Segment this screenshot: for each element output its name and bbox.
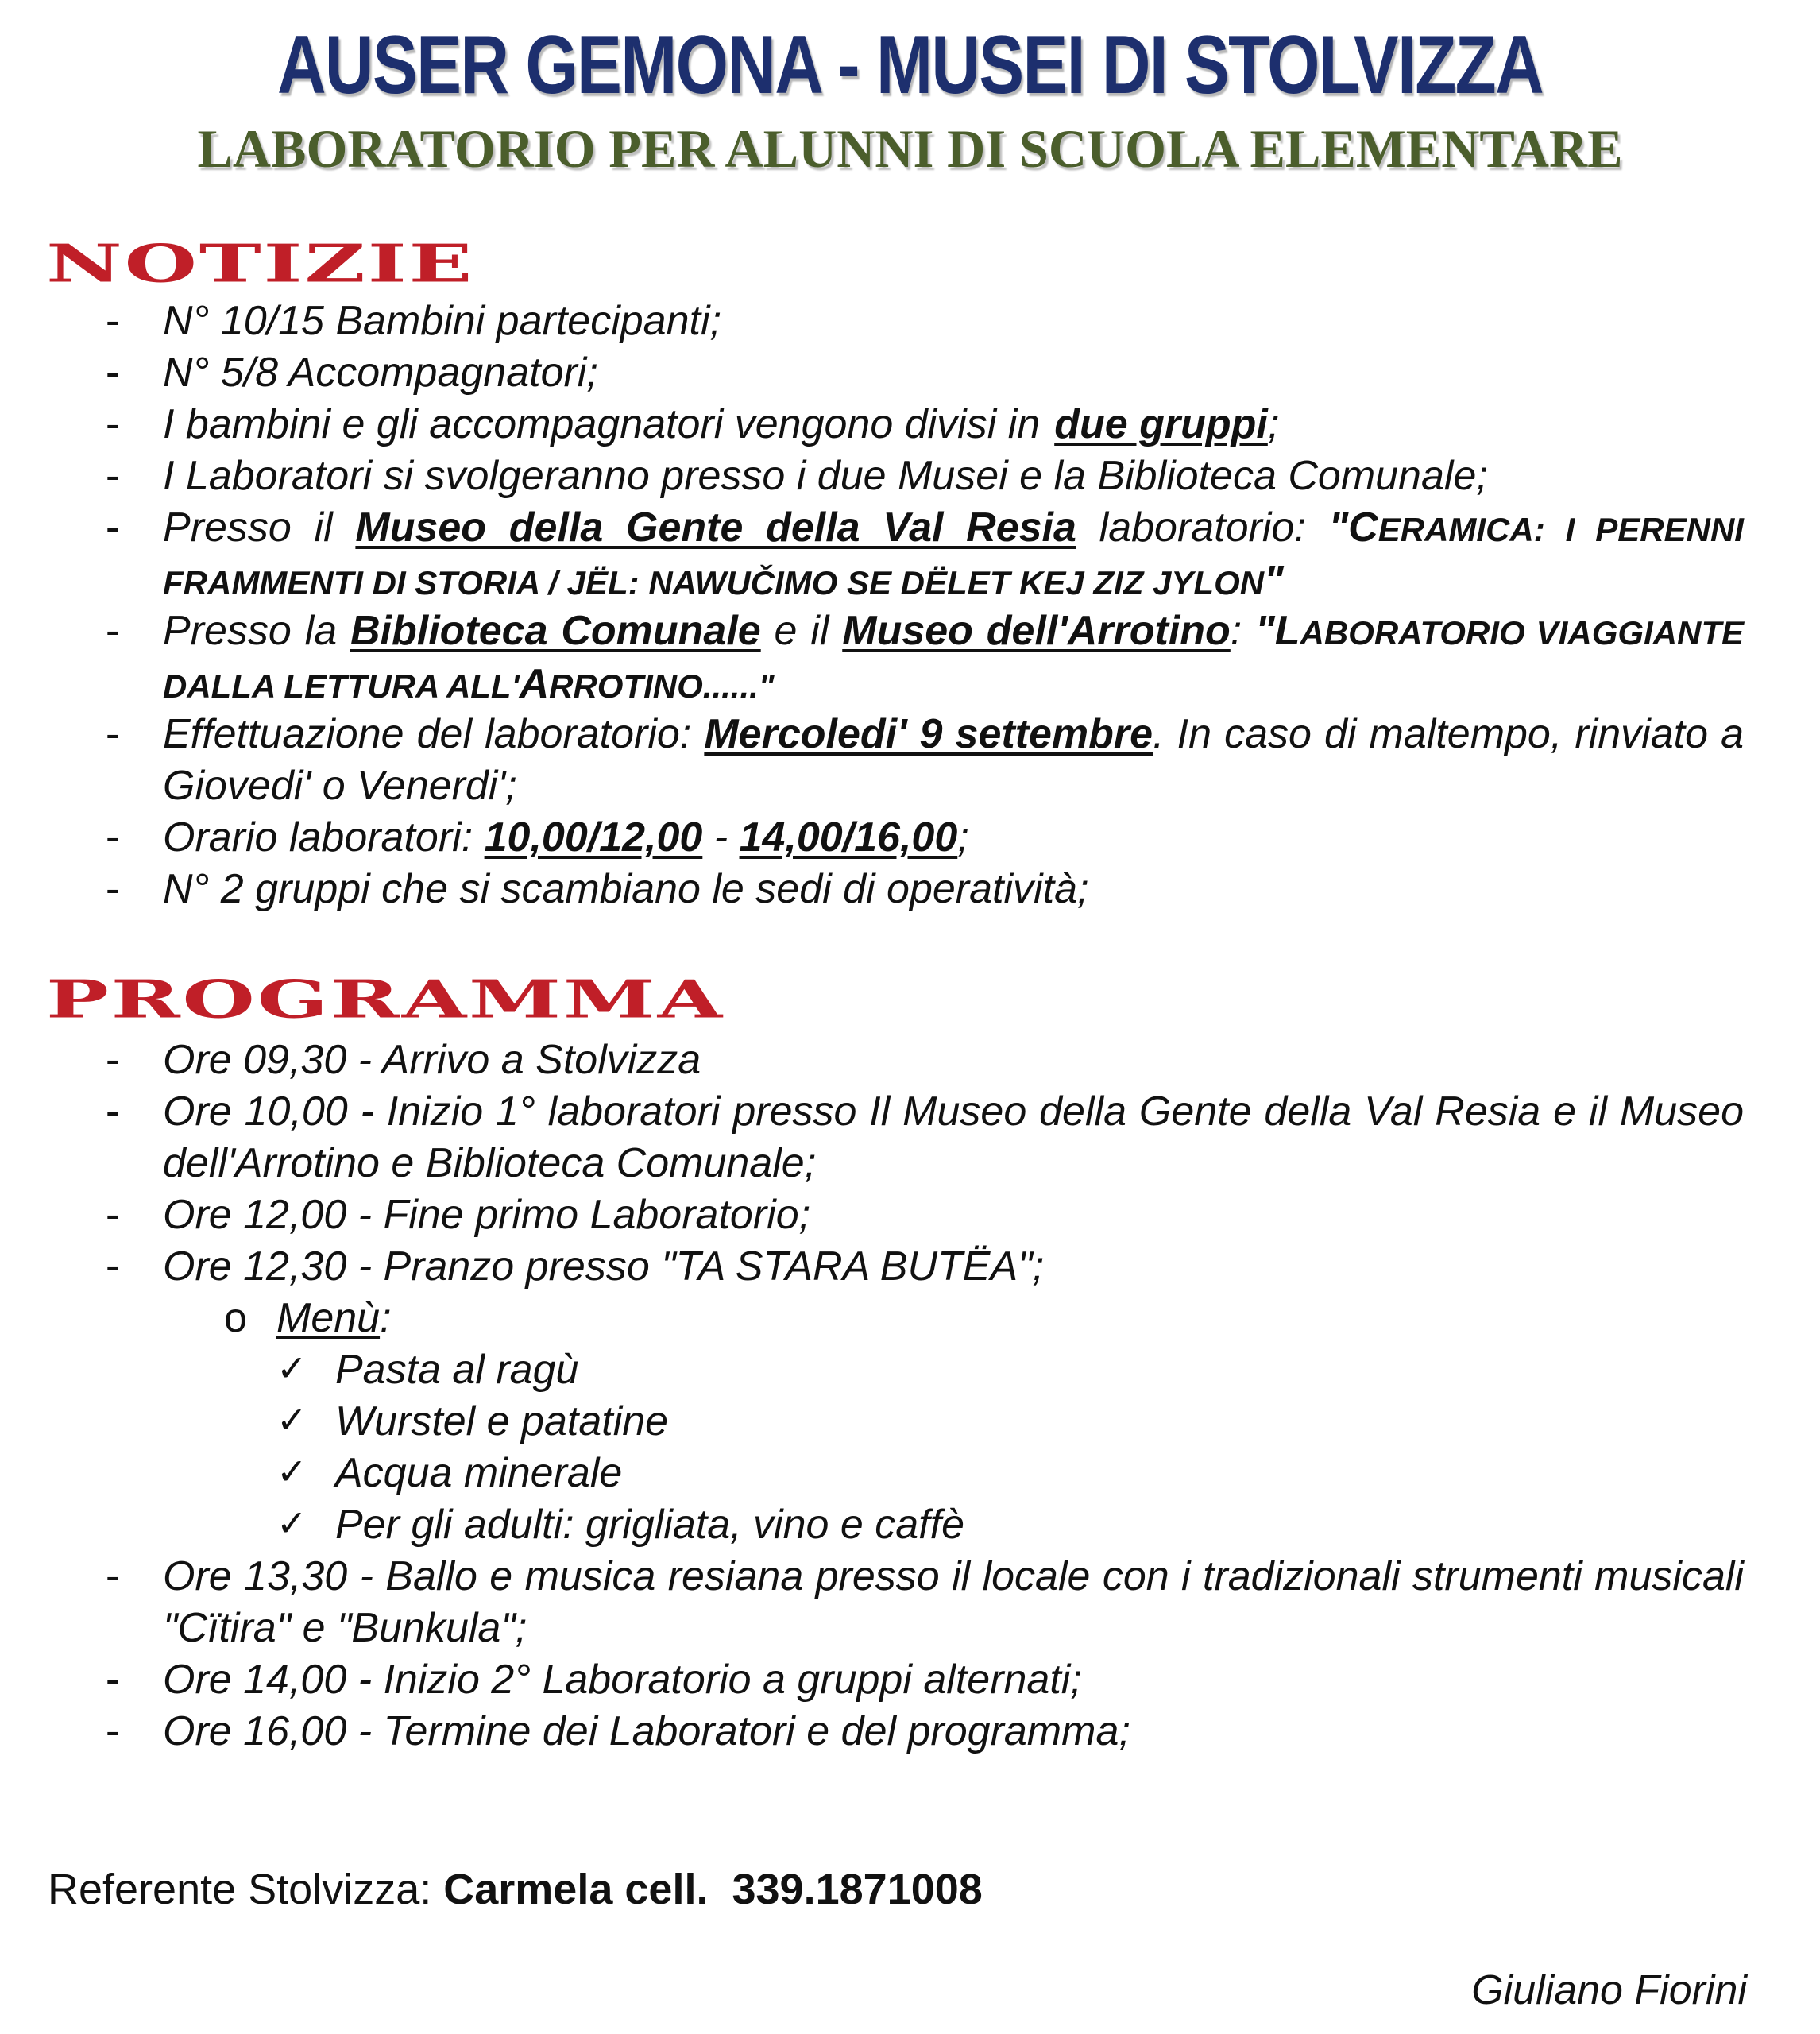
item-text: N° 5/8 Accompagnatori; [163, 350, 598, 396]
item-text: Presso il [163, 505, 333, 551]
item-text: I Laboratori si svolgeranno presso i due Musei e la Biblioteca Comunale; [163, 453, 1488, 499]
list-item [106, 864, 1744, 915]
item-text: Ore 10,00 - Inizio 1° laboratori presso Il Museo della Gente della Val Resia e il Museo dell'Arrotino e Biblioteca Comunale; [163, 1089, 1744, 1186]
menu-item-text: Per gli adulti: grigliata, vino e caffè [335, 1502, 964, 1548]
programma-heading: PROGRAMMA [46, 969, 725, 1030]
item-text: N° 10/15 Bambini partecipanti; [163, 298, 721, 344]
list-item [106, 1189, 1744, 1241]
museum-name: Museo della Gente della Val Resia [355, 505, 1076, 551]
menu-item-text: Pasta al ragù [335, 1347, 579, 1393]
item-text: : [1230, 608, 1242, 654]
checkmark-icon: ✓ [276, 1398, 307, 1441]
museum-name: Museo dell'Arrotino [842, 608, 1231, 654]
item-text: Ore 09,30 - Arrivo a Stolvizza [163, 1037, 701, 1083]
contact-label: Referente Stolvizza: [48, 1866, 432, 1913]
menu-item [276, 1499, 964, 1551]
page-title: AUSER GEMONA - MUSEI DI STOLVIZZA [276, 19, 1544, 111]
dash-bullet: - [106, 1037, 120, 1083]
library-name: Biblioteca Comunale [350, 608, 761, 654]
menu-colon: : [380, 1295, 392, 1341]
item-text: Effettuazione del laboratorio: [163, 711, 692, 757]
menu-item-text: Acqua minerale [335, 1450, 623, 1496]
list-item [106, 812, 1744, 864]
dash-bullet: - [106, 350, 120, 396]
quote-text: ABORATORIO VIAGGIANTE DALLA LETTURA ALL' [163, 614, 1745, 705]
list-item [106, 1654, 1744, 1706]
contact-name: Carmela cell. [443, 1866, 709, 1913]
list-item [106, 399, 1744, 450]
item-text: Ore 13,30 - Ballo e musica resiana presso il locale con i tradizionali strumenti musicali "Cïtira" e "Bunkula"; [163, 1553, 1744, 1651]
dash-bullet: - [106, 608, 120, 654]
checkmark-icon: ✓ [276, 1450, 307, 1493]
menu-item [276, 1344, 579, 1396]
item-text: N° 2 gruppi che si scambiano le sedi di operatività; [163, 866, 1089, 912]
dash-bullet: - [106, 711, 120, 757]
page-subtitle: LABORATORIO PER ALUNNI DI SCUOLA ELEMENTARE [197, 118, 1623, 179]
dash-bullet: - [106, 1657, 120, 1703]
dash-bullet: - [106, 401, 120, 447]
item-text: Presso la [163, 608, 338, 654]
checkmark-icon: ✓ [276, 1502, 307, 1545]
list-item [106, 347, 1744, 399]
item-text: ; [1267, 401, 1280, 447]
item-paragraph [163, 502, 1744, 609]
dash-bullet: - [106, 1553, 120, 1599]
item-text: I bambini e gli accompagnatori vengono divisi in [163, 401, 1041, 447]
contact-phone: 339.1871008 [732, 1866, 983, 1913]
menu-item [276, 1396, 669, 1448]
list-item [106, 1551, 1744, 1654]
quote-text: A [519, 661, 550, 707]
menu-item-text: Wurstel e patatine [335, 1398, 669, 1444]
item-text: Ore 16,00 - Termine dei Laboratori e del programma; [163, 1708, 1130, 1754]
item-text: . In caso di maltempo, rinviato a Giovedi' o Venerdi'; [163, 711, 1745, 809]
dash-bullet: - [106, 505, 120, 551]
list-item [106, 605, 1745, 712]
contact-reference [48, 1862, 983, 1917]
list-item [106, 709, 1745, 812]
menu-label-item [224, 1293, 392, 1344]
list-item [106, 1034, 1744, 1086]
dash-bullet: - [106, 1708, 120, 1754]
dash-bullet: - [106, 1089, 120, 1135]
menu-label: Menù [276, 1295, 381, 1341]
time-text: 14,00/16,00 [739, 814, 958, 860]
dash-bullet: - [106, 814, 120, 860]
signature: Giuliano Fiorini [1471, 1967, 1747, 2013]
item-text: e il [774, 608, 829, 654]
dash-bullet: - [106, 866, 120, 912]
quote-text: "C [1328, 505, 1378, 551]
quote-text: " [1264, 558, 1284, 604]
item-text: laboratorio: [1099, 505, 1306, 551]
item-text: Ore 12,00 - Fine primo Laboratorio; [163, 1192, 811, 1238]
dash-bullet: - [106, 298, 120, 344]
item-text: Ore 12,30 - Pranzo presso "TA STARA BUTËA"; [163, 1243, 1045, 1290]
list-item [106, 1241, 1744, 1293]
date-text: Mercoledi' 9 settembre [704, 711, 1153, 757]
item-paragraph [163, 709, 1744, 812]
quote-text: ËL: NAWUČIMO SE DËLET KEJ ZIZ JYLON [585, 564, 1265, 601]
menu-item [276, 1448, 623, 1499]
emphasis-text: due gruppi [1054, 401, 1268, 447]
item-text: Orario laboratori: [163, 814, 473, 860]
list-item [106, 1706, 1744, 1758]
list-item [106, 1086, 1744, 1189]
circle-bullet: o [224, 1295, 247, 1341]
quote-text: ERAMICA: I PERENNI FRAMMENTI DI STORIA / J [163, 511, 1744, 601]
list-item [106, 502, 1744, 609]
quote-text: RROTINO......" [549, 667, 775, 705]
dash-bullet: - [106, 453, 120, 499]
item-text: ; [957, 814, 969, 860]
item-text: Ore 14,00 - Inizio 2° Laboratorio a gruppi alternati; [163, 1657, 1082, 1703]
list-item [106, 450, 1744, 502]
item-paragraph [163, 605, 1744, 712]
checkmark-icon: ✓ [276, 1347, 307, 1390]
time-text: 10,00/12,00 [484, 814, 703, 860]
list-item [106, 296, 1744, 347]
dash-bullet: - [106, 1192, 120, 1238]
item-text: - [713, 814, 728, 860]
notizie-heading: NOTIZIE [46, 233, 475, 294]
dash-bullet: - [106, 1243, 120, 1290]
quote-text: "L [1255, 608, 1300, 654]
